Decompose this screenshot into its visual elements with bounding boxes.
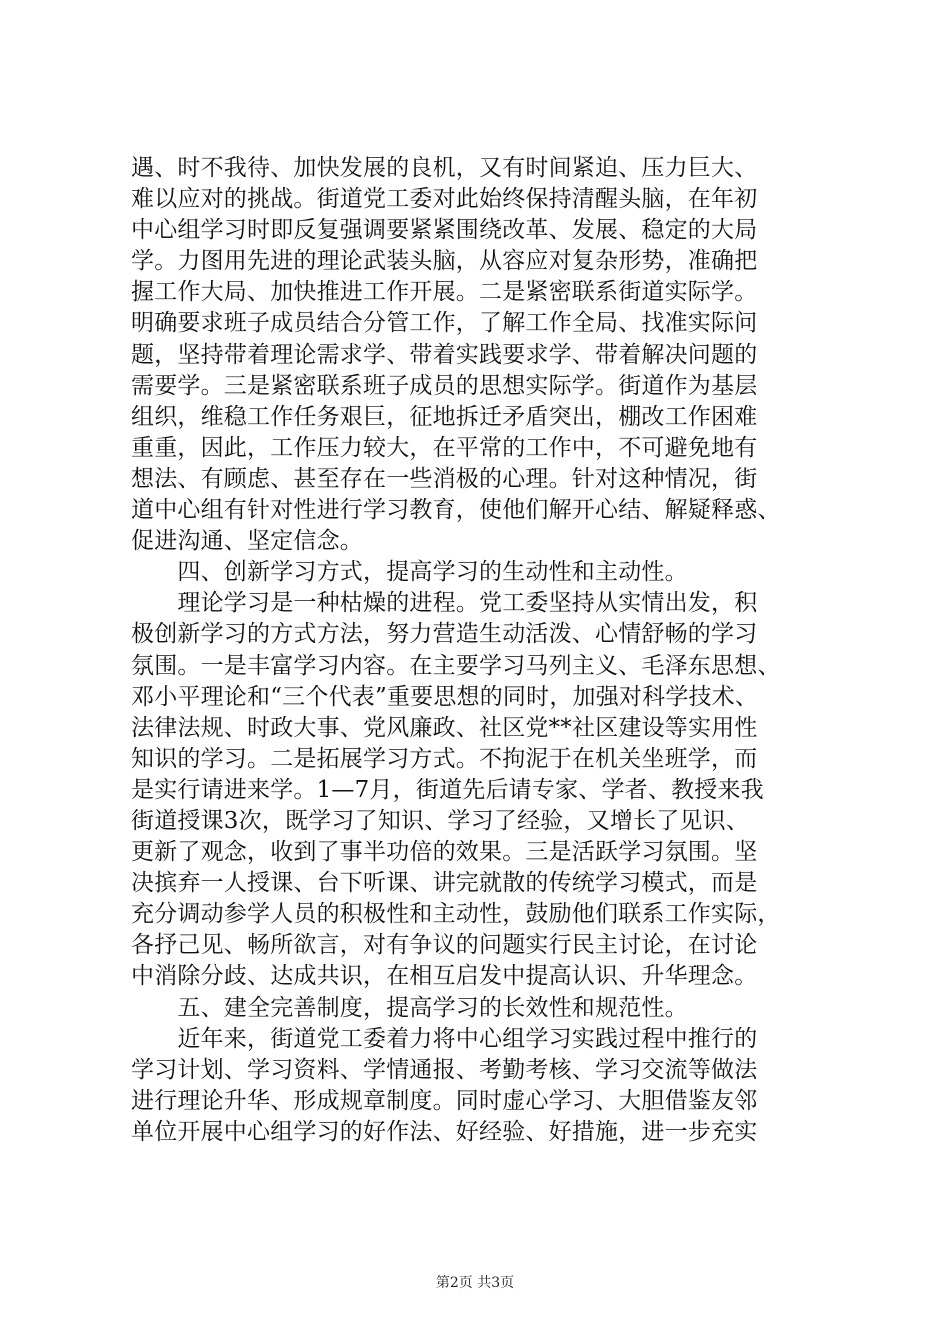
text-line: 是实行请进来学。1—7月，街道先后请专家、学者、教授来我	[131, 776, 764, 803]
text-line: 理论学习是一种枯燥的进程。党工委坚持从实情出发，积	[131, 590, 758, 617]
text-line: 需要学。三是紧密联系班子成员的思想实际学。街道作为基层	[131, 372, 758, 399]
text-line: 促进沟通、坚定信念。	[131, 528, 363, 555]
text-line: 各抒己见、畅所欲言，对有争议的问题实行民主讨论，在讨论	[131, 932, 758, 959]
text-line: 明确要求班子成员结合分管工作，了解工作全局、找准实际问	[131, 310, 758, 337]
text-line: 进行理论升华、形成规章制度。同时虚心学习、大胆借鉴友邻	[131, 1087, 758, 1114]
text-line: 题，坚持带着理论需求学、带着实践要求学、带着解决问题的	[131, 341, 758, 368]
text-line: 近年来，街道党工委着力将中心组学习实践过程中推行的	[131, 1025, 758, 1052]
text-line: 学习计划、学习资料、学情通报、考勤考核、学习交流等做法	[131, 1056, 758, 1083]
text-line: 法律法规、时政大事、党风廉政、社区党**社区建设等实用性	[131, 714, 758, 741]
text-line: 组织，维稳工作任务艰巨，征地拆迁矛盾突出，棚改工作困难	[131, 403, 758, 430]
text-line: 遇、时不我待、加快发展的良机，又有时间紧迫、压力巨大、	[131, 155, 758, 181]
text-line: 中消除分歧、达成共识，在相互启发中提高认识、升华理念。	[131, 963, 758, 990]
text-line: 决摈弃一人授课、台下听课、讲完就散的传统学习模式，而是	[131, 870, 758, 897]
text-line: 想法、有顾虑、甚至存在一些消极的心理。针对这种情况，街	[131, 465, 758, 492]
text-line: 氛围。一是丰富学习内容。在主要学习马列主义、毛泽东思想、	[131, 652, 781, 679]
text-line: 学。力图用先进的理论武装头脑，从容应对复杂形势，准确把	[131, 248, 758, 275]
text-line: 单位开展中心组学习的好作法、好经验、好措施，进一步充实	[131, 1118, 758, 1145]
section-heading-5: 五、建全完善制度，提高学习的长效性和规范性。	[131, 994, 688, 1021]
section-heading-4: 四、创新学习方式，提高学习的生动性和主动性。	[131, 559, 688, 586]
text-line: 街道授课3次，既学习了知识、学习了经验，又增长了见识、	[131, 807, 750, 834]
text-line: 道中心组有针对性进行学习教育，使他们解开心结、解疑释惑、	[131, 497, 781, 524]
text-line: 邓小平理论和“三个代表”重要思想的同时，加强对科学技术、	[131, 683, 759, 710]
text-line: 更新了观念，收到了事半功倍的效果。三是活跃学习氛围。坚	[131, 839, 758, 866]
page-number-footer: 第2页 共3页	[435, 1275, 515, 1291]
text-line: 极创新学习的方式方法，努力营造生动活泼、心情舒畅的学习	[131, 621, 758, 648]
text-line: 握工作大局、加快推进工作开展。二是紧密联系街道实际学。	[131, 279, 758, 306]
text-line: 中心组学习时即反复强调要紧紧围绕改革、发展、稳定的大局	[131, 217, 758, 244]
text-line: 难以应对的挑战。街道党工委对此始终保持清醒头脑，在年初	[131, 186, 758, 213]
text-line: 重重，因此，工作压力较大，在平常的工作中，不可避免地有	[131, 434, 758, 461]
text-line: 知识的学习。二是拓展学习方式。不拘泥于在机关坐班学，而	[131, 745, 758, 772]
document-body	[131, 153, 831, 1148]
text-line: 充分调动参学人员的积极性和主动性，鼓励他们联系工作实际，	[131, 901, 781, 928]
